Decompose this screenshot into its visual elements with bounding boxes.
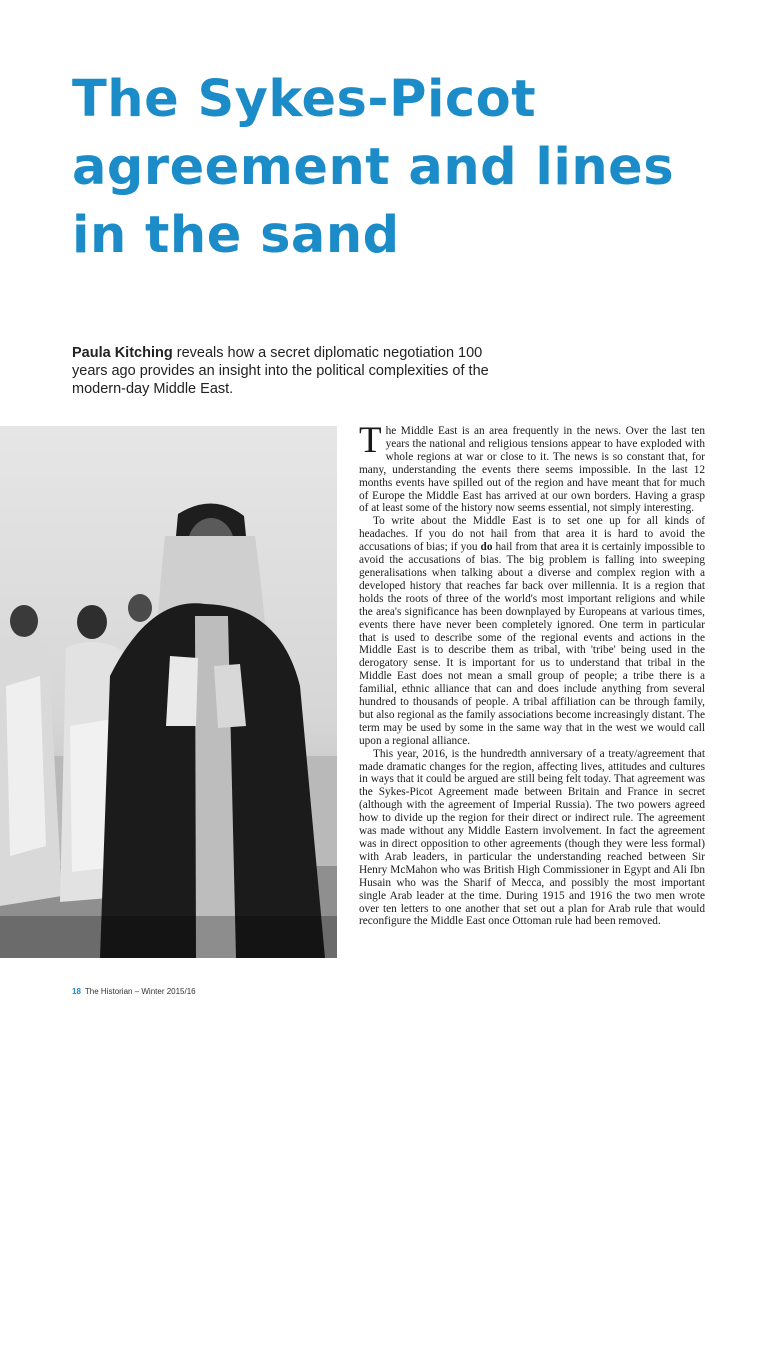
paragraph-text: he Middle East is an area frequently in the news. Over the last ten years the national and religious tensions appear to have exploded with whole regions at war or close to it. The news is so constant that, for many, understanding the events there seems impossible. In the last 12 months events have spilled out of the region and have meant that for much of Europe the Middle East has arrived at our own borders. Having a grasp of at least some of the history now seems essential, not simply interesting. (359, 425, 705, 515)
photo-caption (142, 1335, 332, 1357)
caption-text: Faisal I bin Hussein bin Ali al-Hashimi. (142, 1335, 304, 1346)
paragraph-text: To write about the Middle East is to set one up for all kinds of headaches. If you do not hail from that area it is hard to avoid the accusations of bias; if you (359, 515, 705, 554)
paragraph (359, 420, 705, 515)
paragraph-text: This year, 2016, is the hundredth anniversary of a treaty/agreement that made dramatic changes for the region, affecting lives, attitudes and cultures in ways that it could be argued are still being felt today. That agreement was the Sykes-Picot Agreement made between Britain and France in secret (although with the agreement of Imperial Russia). The two powers agreed how to divide up the region for their direct or indirect rule. The agreement was made without any Middle Eastern involvement. In fact the agreement was in direct opposition to other agreements (though they were less formal) with Arab leaders, in particular the understanding reached between Sir Henry McMahon who was British High Commissioner in Egypt and Ali Ibn Husain who was the Sharif of Mecca, and possibly the most important single Arab leader at the time. During 1915 and 1916 the two men wrote over ten letters to one another that set out a plan for Arab rule that would reconfigure the Middle East once Ottoman rule had been removed. (359, 747, 705, 928)
publication-name: The Historian – Winter 2015/16 (84, 987, 196, 996)
paragraph-text: hail from that area it is certainly impossible to avoid the accusations of bias. The big problem is falling into sweeping generalisations when talking about a diverse and complex region with a developed history that reaches far back over millennia. It is a region that holds the roots of three of the world's most important religions and while the area's significance has been downplayed by Europeans at various times, events there have never been completely ignored. One term in particular that is used to describe some of the regional events and actions in the Middle East is to describe them as tribal, with 'tribe' being used in the derogatory sense. It is important for us to understand that tribal in the Middle East does not mean a small group of people; a tribe there is a familial, ethnic alliance that can and does include anything from several hundred to thousands of people. A tribal affiliation can be through family, but also regional as the family associations become increasingly distant. The term may be used by some in the same way that in the west we would call upon a regional alliance. (359, 541, 705, 747)
article-body (359, 420, 705, 928)
title-line: The Sykes-Picot (72, 70, 537, 129)
drop-cap: T (359, 420, 382, 461)
paragraph (359, 748, 705, 929)
title-line: agreement and lines (72, 138, 675, 197)
standfirst (72, 344, 512, 398)
title-line: in the sand (72, 206, 400, 265)
author-name: Paula Kitching (72, 345, 173, 361)
article-title (72, 66, 732, 270)
emphasis: do (480, 541, 493, 554)
page-footer (72, 987, 196, 996)
paragraph (359, 515, 705, 747)
photo-illustration (0, 426, 337, 958)
caption-credit: IWM (Q 58877) (142, 1348, 190, 1355)
page-number: 18 (72, 987, 81, 996)
standfirst-text: reveals how a secret diplomatic negotiation 100 years ago provides an insight into the political complexities of the modern-day Middle East. (72, 345, 489, 397)
